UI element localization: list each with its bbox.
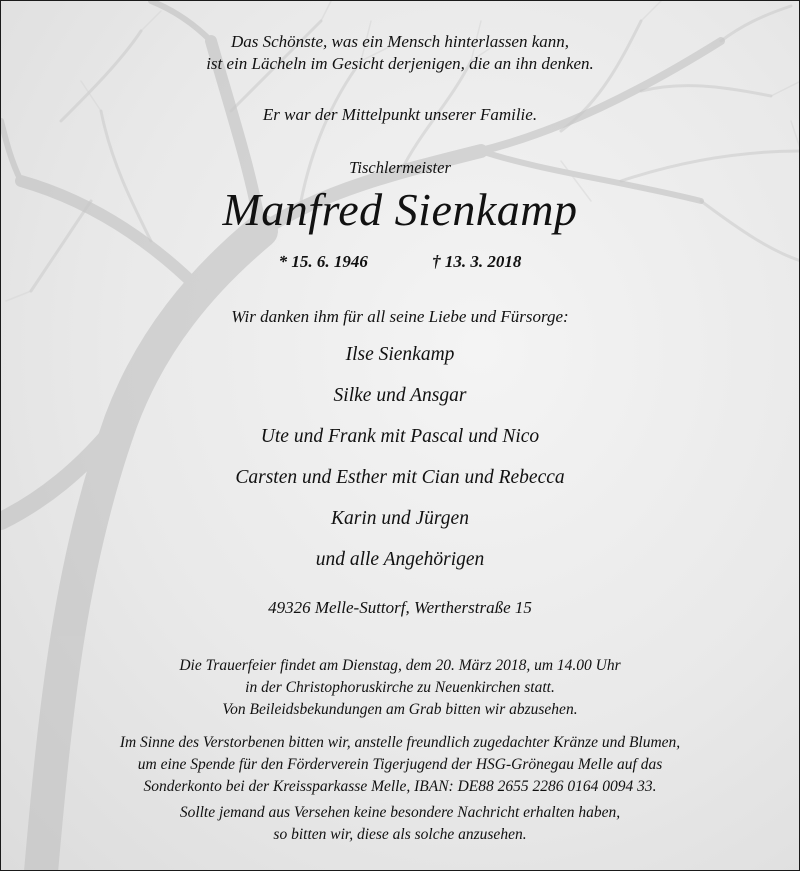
donation-line-2: um eine Spende für den Förderverein Tigerjugend der HSG-Grönegau Melle auf das bbox=[137, 756, 663, 773]
life-dates bbox=[1, 252, 799, 272]
funeral-line-3: Von Beileidsbekundungen am Grab bitten wir abzusehen. bbox=[222, 701, 578, 718]
mourner-item: Karin und Jürgen bbox=[331, 508, 469, 529]
funeral-info bbox=[1, 655, 799, 721]
mourner-item: Ute und Frank mit Pascal und Nico bbox=[260, 426, 540, 447]
funeral-line-1: Die Trauerfeier findet am Dienstag, dem 20. März 2018, um 14.00 Uhr bbox=[179, 657, 621, 674]
closing-line-1: Sollte jemand aus Versehen keine besondere Nachricht erhalten haben, bbox=[179, 804, 621, 821]
mourner-item: Silke und Ansgar bbox=[333, 385, 467, 406]
deceased-name: Manfred Sienkamp bbox=[222, 184, 578, 235]
quote-line-2: ist ein Lächeln im Gesicht derjenigen, die an ihn denken. bbox=[206, 54, 594, 73]
family-address: 49326 Melle-Suttorf, Wertherstraße 15 bbox=[268, 598, 532, 617]
opening-quote bbox=[1, 31, 799, 75]
mourner-item: Carsten und Esther mit Cian und Rebecca bbox=[235, 467, 565, 488]
funeral-line-2: in der Christophoruskirche zu Neuenkirchen statt. bbox=[245, 679, 555, 696]
family-center-line: Er war der Mittelpunkt unserer Familie. bbox=[262, 105, 538, 124]
mourner-item: Ilse Sienkamp bbox=[345, 344, 455, 365]
closing-line-2: so bitten wir, diese als solche anzusehen. bbox=[273, 826, 527, 843]
birth-date: * 15. 6. 1946 bbox=[278, 252, 368, 271]
quote-line-1: Das Schönste, was ein Mensch hinterlassen kann, bbox=[230, 32, 570, 51]
death-date: † 13. 3. 2018 bbox=[432, 252, 522, 271]
mourners-list bbox=[1, 342, 799, 588]
closing-note bbox=[1, 802, 799, 846]
donation-line-3: Sonderkonto bei der Kreissparkasse Melle, IBAN: DE88 2655 2286 0164 0094 33. bbox=[143, 778, 657, 795]
profession-title: Tischlermeister bbox=[349, 158, 451, 177]
donation-line-1: Im Sinne des Verstorbenen bitten wir, anstelle freundlich zugedachter Kränze und Blumen, bbox=[119, 734, 681, 751]
thanks-line: Wir danken ihm für all seine Liebe und Fürsorge: bbox=[231, 307, 569, 326]
mourner-item: und alle Angehörigen bbox=[315, 549, 485, 570]
donation-info bbox=[1, 732, 799, 798]
